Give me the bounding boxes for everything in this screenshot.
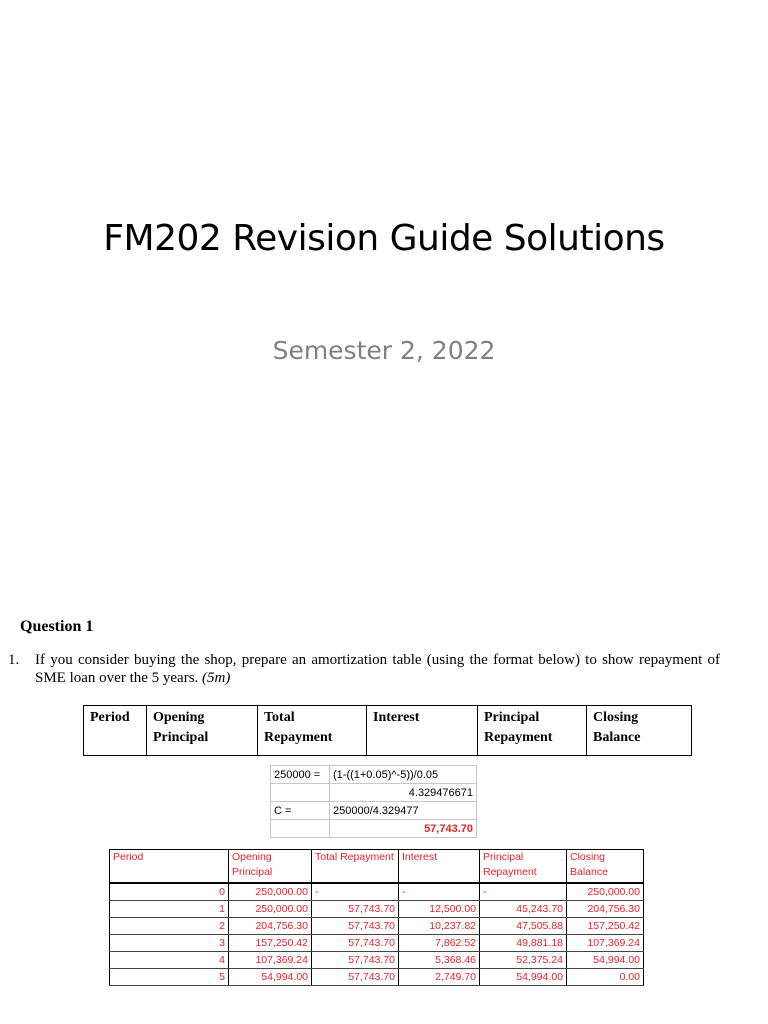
amortization-header-cell: Opening Principal [229,850,312,884]
table-cell: 57,743.70 [312,969,399,986]
table-cell: - [480,883,567,901]
table-cell: 107,369.24 [567,935,644,952]
table-row [110,901,644,918]
table-cell: 157,250.42 [567,918,644,935]
format-header-cell [258,706,367,756]
amortization-header-cell: Interest [399,850,480,884]
question-number: 1. [8,652,20,668]
format-header-line: Balance [593,730,641,745]
format-header-line: Principal [484,710,540,725]
table-cell: 47,505.88 [480,918,567,935]
calc-result-cell: 57,743.70 [330,820,477,838]
format-header-line: Principal [153,730,209,745]
format-header-line: Opening [153,710,205,725]
calc-cell: C = [271,802,330,820]
table-cell: 204,756.30 [229,918,312,935]
table-cell: 204,756.30 [567,901,644,918]
amortization-header-row [110,850,644,884]
question-text: If you consider buying the shop, prepare an amortization table (using the format below) to show repayment of SME loan over the 5 years. [35,652,720,686]
calc-cell [271,820,330,838]
format-header-cell [84,706,147,756]
format-header-line: Period [90,710,130,725]
calc-cell: 250000 = [271,766,330,784]
calc-cell: (1-((1+0.05)^-5))/0.05 [330,766,477,784]
amortization-header-cell: Period [110,850,229,884]
table-row [110,952,644,969]
table-cell: 157,250.42 [229,935,312,952]
table-cell: 49,881.18 [480,935,567,952]
table-cell: 0 [110,883,229,901]
table-cell: 57,743.70 [312,901,399,918]
amortization-header-cell: Principal Repayment [480,850,567,884]
format-header-cell [147,706,258,756]
table-cell: 250,000.00 [567,883,644,901]
table-row [110,969,644,986]
calc-row [271,802,477,820]
table-cell: 4 [110,952,229,969]
table-cell: 250,000.00 [229,901,312,918]
table-cell: 2,749.70 [399,969,480,986]
table-cell: 5 [110,969,229,986]
amortization-header-cell: Closing Balance [567,850,644,884]
table-cell: 54,994.00 [567,952,644,969]
calc-cell: 4.329476671 [330,784,477,802]
format-table [83,705,692,756]
table-cell: 2 [110,918,229,935]
calc-row [271,766,477,784]
calc-cell [271,784,330,802]
format-header-line: Repayment [484,730,553,745]
table-cell: - [399,883,480,901]
question-marks: (5m) [202,670,231,686]
table-cell: 57,743.70 [312,918,399,935]
question-body [8,651,720,687]
table-cell: 10,237.82 [399,918,480,935]
calc-row [271,820,477,838]
calc-cell: 250000/4.329477 [330,802,477,820]
format-header-cell [587,706,692,756]
question-text-block [35,651,720,687]
format-header-line: Total [264,710,295,725]
table-cell: 54,994.00 [480,969,567,986]
format-header-line: Repayment [264,730,333,745]
table-cell: 12,500.00 [399,901,480,918]
amortization-table [109,849,644,986]
table-cell: 57,743.70 [312,935,399,952]
page-subtitle: Semester 2, 2022 [272,336,496,365]
page-title: FM202 Revision Guide Solutions [103,218,665,259]
table-cell: 57,743.70 [312,952,399,969]
table-cell: 7,862.52 [399,935,480,952]
table-cell: 107,369.24 [229,952,312,969]
table-cell: 54,994.00 [229,969,312,986]
table-row [110,883,644,901]
table-cell: - [312,883,399,901]
table-cell: 3 [110,935,229,952]
table-row [110,918,644,935]
calculation-table [270,765,477,838]
format-header-line: Interest [373,710,420,725]
format-header-cell [367,706,478,756]
table-cell: 0.00 [567,969,644,986]
format-header-row [84,706,692,756]
table-row [110,935,644,952]
table-cell: 52,375.24 [480,952,567,969]
format-header-cell [478,706,587,756]
table-cell: 5,368.46 [399,952,480,969]
table-cell: 250,000.00 [229,883,312,901]
amortization-header-cell: Total Repayment [312,850,399,884]
table-cell: 1 [110,901,229,918]
table-cell: 45,243.70 [480,901,567,918]
format-header-line: Closing [593,710,639,725]
calc-row [271,784,477,802]
question-heading: Question 1 [20,618,94,635]
